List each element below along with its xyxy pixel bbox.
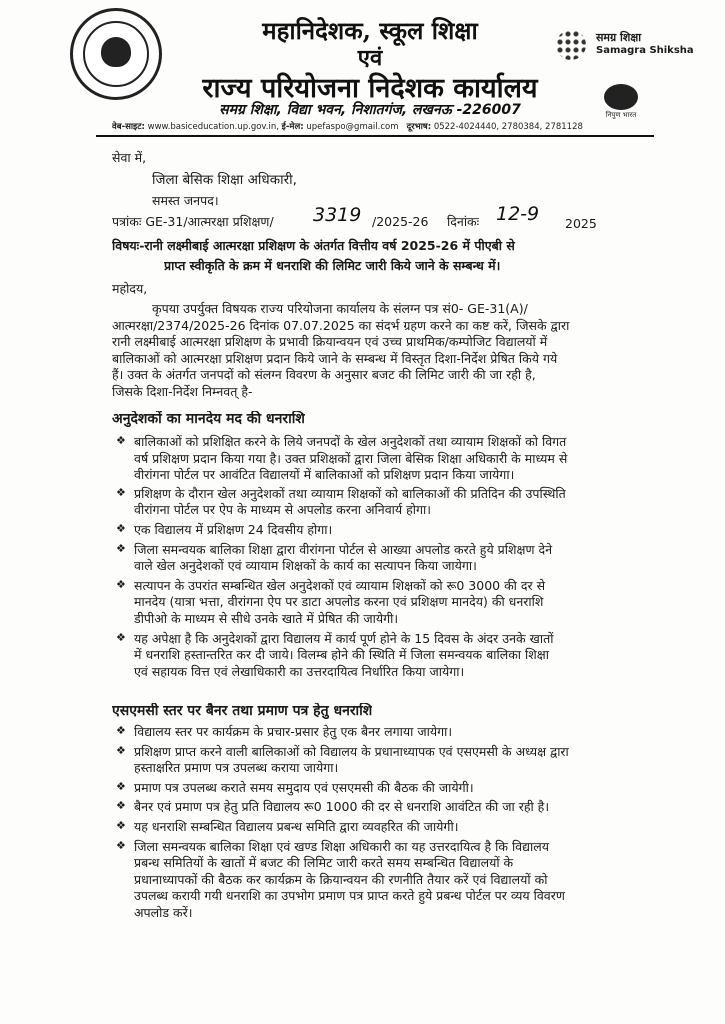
bullet-diamond-icon: ❖ (116, 819, 126, 832)
bullet-line: जिला समन्वयक बालिका शिक्षा द्वारा वीरांगना पोर्टल से आख्या अपलोड करते हुये प्रशिक्षण देने (134, 541, 553, 557)
header-address: समग्र शिक्षा, विद्या भवन, निशातगंज, लखनऊ -226007 (219, 102, 521, 118)
subject-line2: प्राप्त स्वीकृति के क्रम में धनराशि की लिमिट जारी किये जाने के सम्बन्ध में। (164, 258, 501, 273)
samagra-hindi-label: समग्र शिक्षा (596, 31, 642, 44)
bullet-line: प्रबन्ध समितियों के खातों में बजट की लिमिट जारी करते समय सम्बन्धित विद्यालयों के (134, 855, 514, 871)
nipun-bharat-label: निपुण भारत (605, 111, 637, 119)
bullet-diamond-icon: ❖ (116, 522, 126, 535)
samagra-english-label: Samagra Shiksha (596, 45, 694, 56)
nipun-bharat-logo (598, 84, 644, 124)
header-divider (96, 135, 654, 137)
bullet-line: जिला समन्वयक बालिका शिक्षा एवं खण्ड शिक्षा अधिकारी का यह उत्तरदायित्व है कि विद्यालय (134, 838, 549, 854)
email-label: ई-मेल: (281, 122, 304, 132)
nipun-bharat-icon (604, 84, 638, 110)
bullet-diamond-icon: ❖ (116, 743, 126, 757)
date-label: दिनांकः (447, 214, 480, 229)
header-title-line3: राज्य परियोजना निदेशक कार्यालय (202, 73, 538, 104)
bullet-line: प्रशिक्षण प्राप्त करने वाली बालिकाओं को विद्यालय के प्रधानाध्यापक एवं एसएमसी के अध्यक्ष द्वारा (134, 743, 569, 759)
bullet-line: वर्ष प्रशिक्षण प्रदान किया गया है। उक्त प्रशिक्षकों द्वारा जिला बेसिक शिक्षा अधिकारी के माध्यम से (134, 450, 568, 466)
paragraph-line: हैं। उक्त के अंतर्गत जनपदों को संलग्न विवरण के अनुसार बजट की लिमिट जारी की जा रही है, (112, 367, 536, 383)
subject-line1: विषयः-रानी लक्ष्मीबाई आत्मरक्षा प्रशिक्षण के अंतर्गत वित्तीय वर्ष 2025-26 में पीएबी से (112, 238, 515, 253)
website-link[interactable]: www.basiceducation.up.gov.in, (147, 122, 279, 132)
up-government-emblem-icon (70, 8, 162, 100)
bullet-line: डीपीओ के माध्यम से सीधे उनके खाते में प्रेषित की जायेगी। (134, 610, 399, 626)
date-year: 2025 (565, 216, 597, 231)
bullet-line: प्रधानाध्यापकों की बैठक कर कार्यक्रम के क्रियान्वयन की रणनीति तैयार करें एवं विद्यालयों को (134, 871, 548, 887)
bullet-line: मानदेय (यात्रा भत्ता, वीरांगना ऐप पर डाटा अपलोड करना एवं प्रशिक्षण मानदेय) की धनराशि (134, 594, 544, 610)
reference-number: 3319 (313, 207, 362, 223)
bullet-line: उपलब्ध करायी गयी धनराशि का उपभोग प्रमाण पत्र प्राप्त करते हुये प्रबन्ध पोर्टल पर व्यय विवरण (134, 888, 565, 904)
bullet-diamond-icon: ❖ (116, 724, 126, 737)
paragraph-line: रानी लक्ष्मीबाई आत्मरक्षा प्रशिक्षण के प्रभावी क्रियान्वयन एवं उच्च प्राथमिक/कम्पोजिट विद्यालयों में (112, 334, 548, 350)
bullet-diamond-icon: ❖ (116, 485, 126, 499)
bullet-line: विद्यालय स्तर पर कार्यक्रम के प्रचार-प्रसार हेतु एक बैनर लगाया जायेगा। (134, 724, 453, 739)
district: समस्त जनपद। (152, 193, 219, 208)
bullet-line: बालिकाओं को प्रशिक्षित करने के लिये जनपदों के खेल अनुदेशकों तथा व्यायाम शिक्षकों को विगत (134, 434, 567, 449)
bullet-diamond-icon: ❖ (116, 799, 126, 813)
bullet-line: वाले खेल अनुदेशकों एवं व्यायाम शिक्षकों के कार्य का सत्यापन किया जायेगा। (134, 558, 477, 574)
website-label: वेब-साइट: (112, 122, 145, 132)
email-link[interactable]: upefaspo@gmail.com (306, 122, 399, 132)
bullet-diamond-icon: ❖ (116, 630, 126, 644)
header-title-line1: महानिदेशक, स्कूल शिक्षा (262, 16, 478, 45)
bullet-line: एक विद्यालय में प्रशिक्षण 24 दिवसीय होगा। (134, 522, 333, 537)
paragraph-line: बालिकाओं को आत्मरक्षा प्रशिक्षण प्रदान किये जाने के सम्बन्ध में विस्तृत दिशा-निर्देश प्रेषित किये गये (112, 350, 558, 366)
bullet-line: वीरांगना पोर्टल पर आवंटित विद्यालयों में बालिकाओं को प्रशिक्षण प्रदान किया जायेगा। (134, 467, 515, 483)
bullet-diamond-icon: ❖ (116, 541, 126, 555)
bullet-line: हस्ताक्षरित प्रमाण पत्र उपलब्ध कराया जायेगा। (134, 760, 339, 776)
intro-paragraph (112, 301, 664, 401)
bullet-line: प्रमाण पत्र उपलब्ध कराते समय समुदाय एवं एसएमसी की बैठक की जायेगी। (134, 779, 474, 795)
date-value: 12-9 (496, 206, 540, 222)
to-label: सेवा में, (112, 150, 147, 165)
bullet-diamond-icon: ❖ (116, 838, 126, 852)
bullet-line: सत्यापन के उपरांत सम्बन्धित खेल अनुदेशकों एवं व्यायाम शिक्षकों को रू0 3000 की दर से (134, 577, 546, 593)
paragraph-line: आत्मरक्षा/2374/2025-26 दिनांक 07.07.2025 का संदर्भ ग्रहण करने का कष्ट करें, जिसके द्वारा (112, 317, 570, 333)
bullet-line: में धनराशि हस्तान्तरित कर दी जाये। विलम्ब होने की स्थिति में जिला समन्वयक बालिका शिक्षा (134, 647, 549, 663)
salutation: महोदय, (112, 281, 148, 296)
samagra-shiksha-icon (556, 30, 586, 60)
contact-line (112, 121, 642, 132)
phone-label: दूरभाष: (406, 122, 432, 132)
bullet-line: बैनर एवं प्रमाण पत्र हेतु प्रति विद्यालय रू0 1000 की दर से धनराशि आवंटित की जा रही है। (134, 799, 550, 815)
bullet-diamond-icon: ❖ (116, 577, 126, 591)
recipient: जिला बेसिक शिक्षा अधिकारी, (152, 172, 297, 188)
section2-heading: एसएमसी स्तर पर बैनर तथा प्रमाण पत्र हेतु धनराशि (112, 703, 373, 719)
section1-heading: अनुदेशकों का मानदेय मद की धनराशि (112, 411, 305, 427)
bullet-line: प्रशिक्षण के दौरान खेल अनुदेशकों तथा व्यायाम शिक्षकों को बालिकाओं की प्रतिदिन की उपस्थिति (134, 485, 566, 501)
bullet-line: वीरांगना पोर्टल पर ऐप के माध्यम से अपलोड करना अनिवार्य होगा। (134, 502, 431, 518)
header-title-line2: एवं (357, 45, 383, 71)
bullet-line: एवं सहायक वित्त एवं लेखाधिकारी का उत्तरदायित्व निर्धारित किया जायेगा। (134, 663, 465, 679)
bullet-line: यह धनराशि सम्बन्धित विद्यालय प्रबन्ध समिति द्वारा व्यवहरित की जायेगी। (134, 819, 459, 834)
reference-label: पत्रांकः GE-31/आत्मरक्षा प्रशिक्षण/ (112, 214, 274, 229)
phone-numbers: 0522-4024440, 2780384, 2781128 (433, 122, 583, 132)
bullet-line: अपलोड करें। (134, 904, 193, 920)
paragraph-line: जिसके दिशा-निर्देश निम्नवत् है- (112, 383, 253, 399)
reference-year: /2025-26 (372, 214, 429, 229)
bullet-diamond-icon: ❖ (116, 779, 126, 793)
paragraph-line: कृपया उपर्युक्त विषयक राज्य परियोजना कार्यालय के संलग्न पत्र सं0- GE-31(A)/ (152, 301, 528, 316)
samagra-shiksha-logo (556, 28, 696, 64)
bullet-diamond-icon: ❖ (116, 434, 126, 447)
bullet-line: यह अपेक्षा है कि अनुदेशकों द्वारा विद्यालय में कार्य पूर्ण होने के 15 दिवस के अंदर उनके खातों (134, 630, 554, 646)
